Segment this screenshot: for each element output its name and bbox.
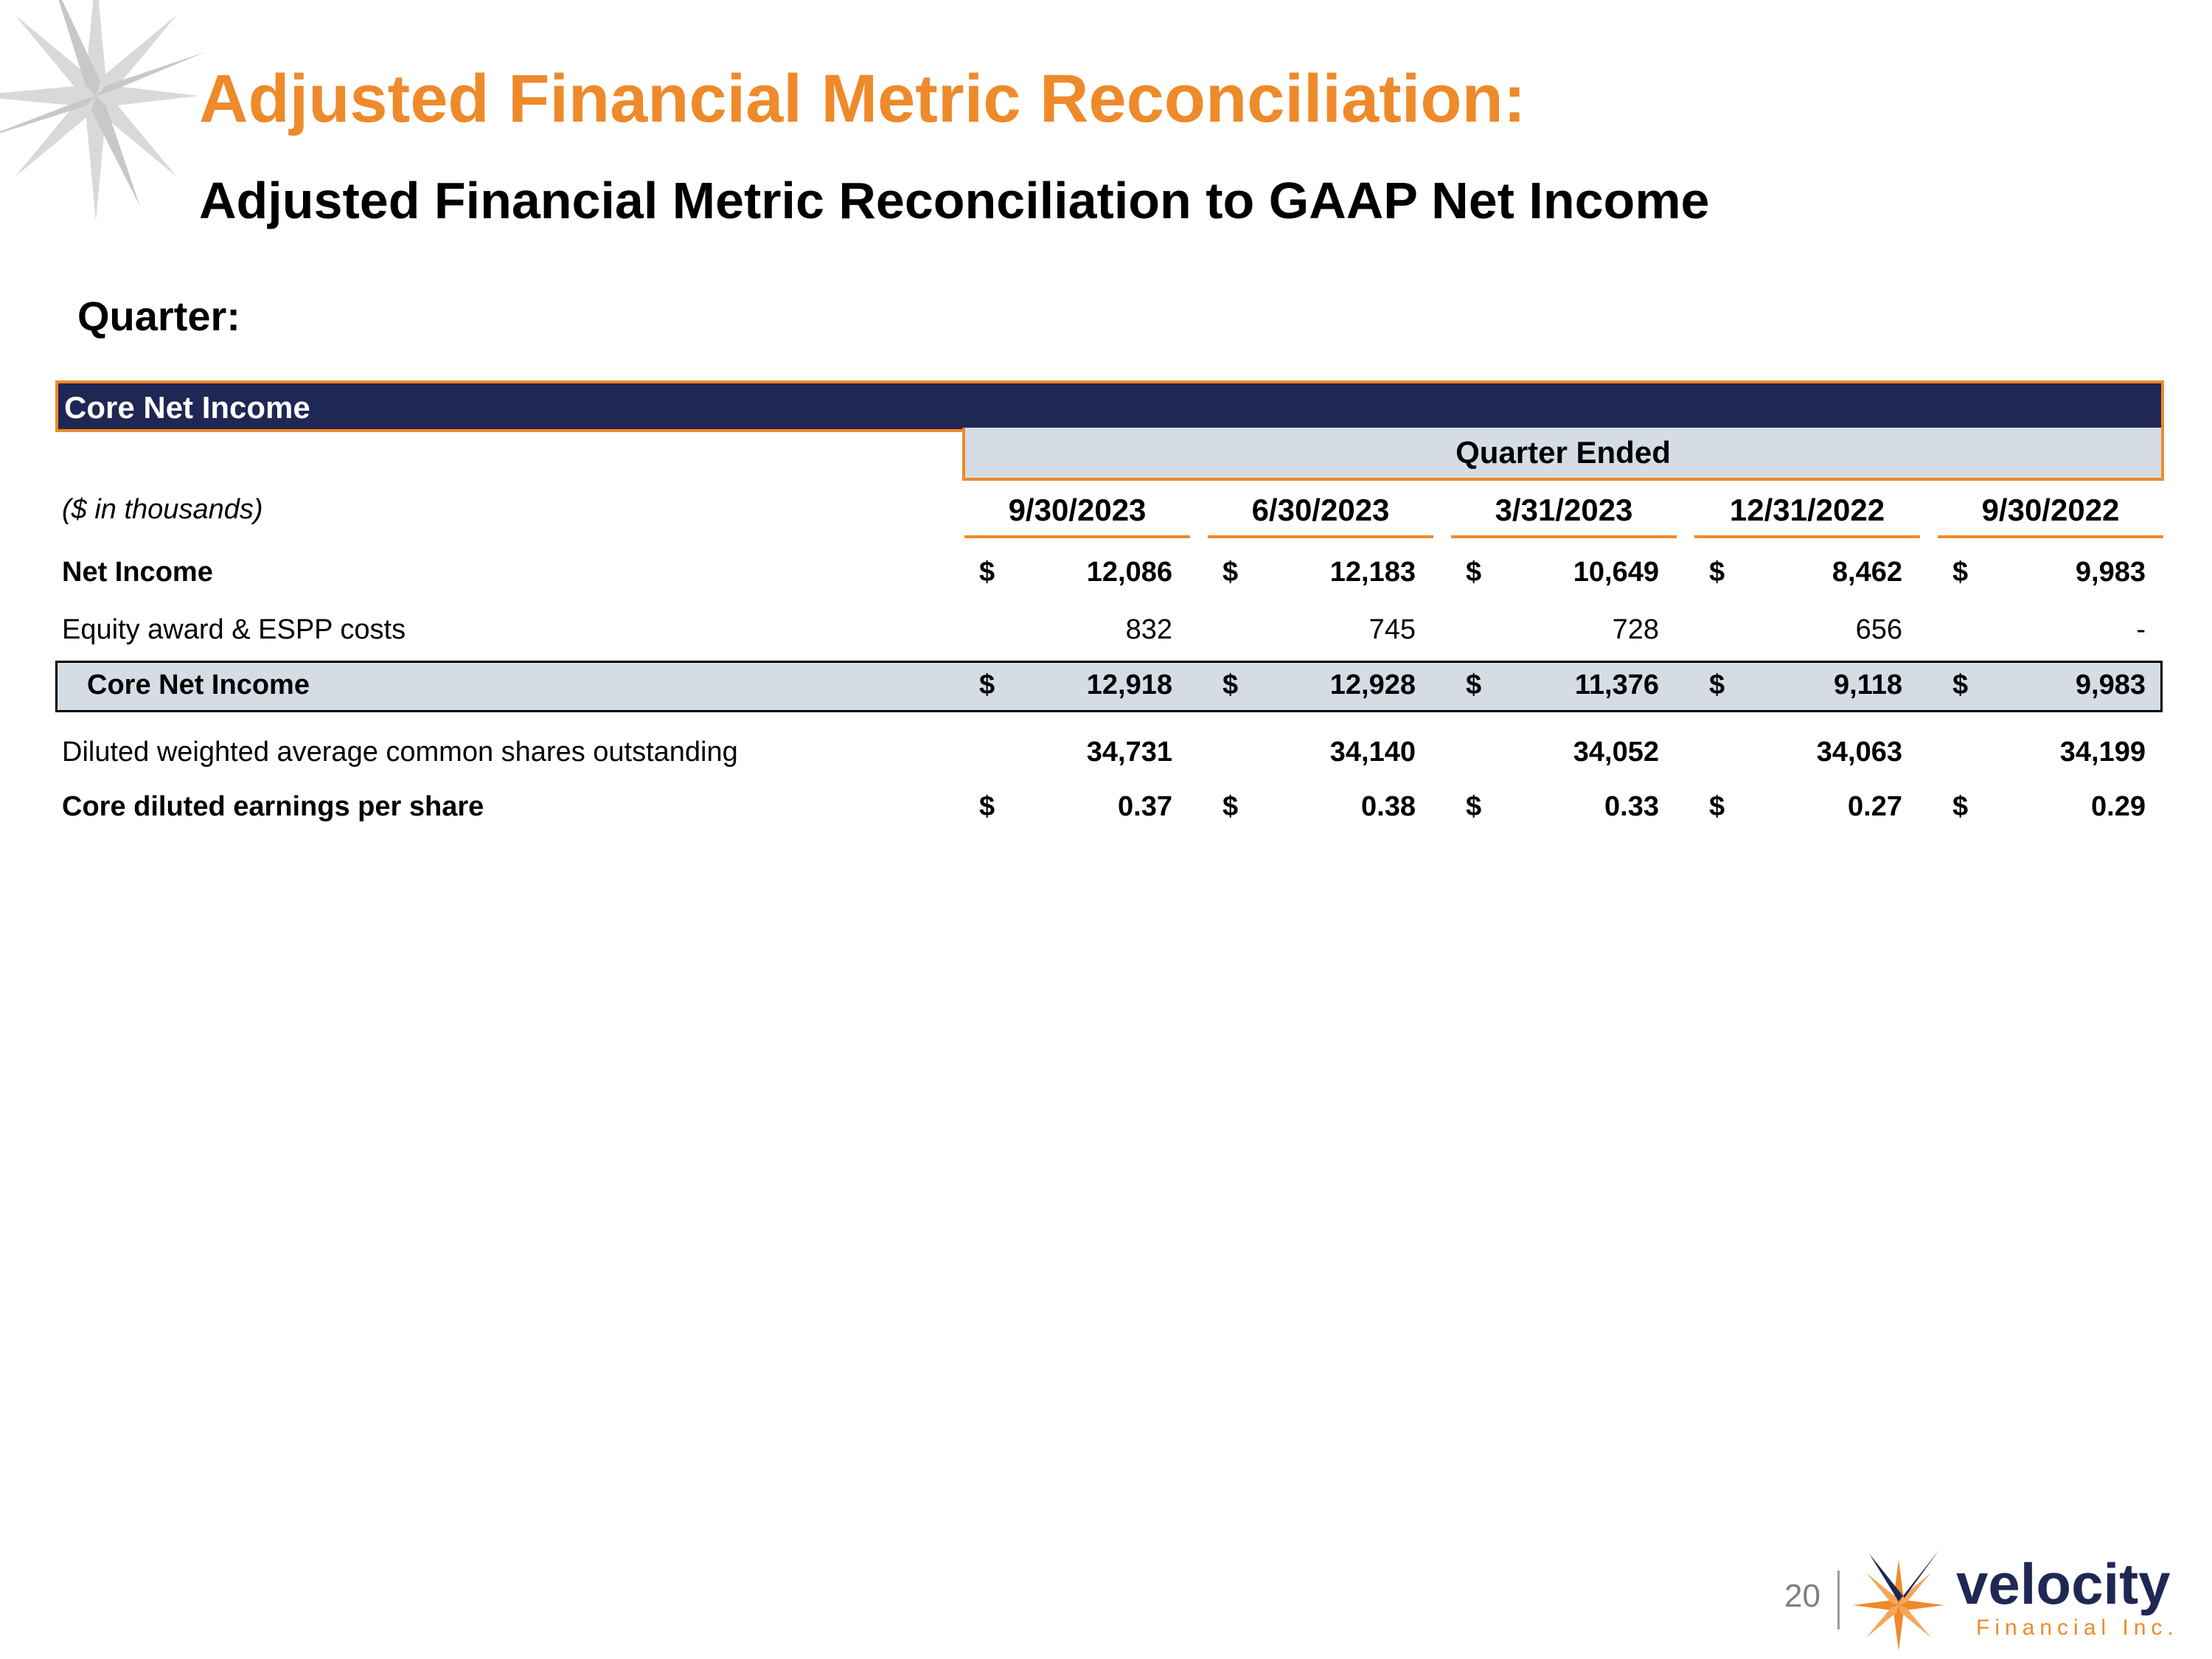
cell-value: 745 [1368, 614, 1416, 645]
cell-value: 34,140 [1329, 737, 1416, 768]
column-header: 6/30/2023 [1208, 490, 1433, 538]
section-label: Quarter: [77, 293, 240, 339]
footer-divider [1837, 1571, 1840, 1630]
velocity-logo [1847, 1545, 2208, 1655]
table-header-bar [55, 380, 2164, 432]
row-label: Core Net Income [87, 669, 310, 700]
cell-value: 10,649 [1573, 557, 1659, 588]
cell-value: 9,983 [2075, 669, 2146, 700]
cell-value: 0.27 [1848, 791, 1902, 822]
dollar-sign: $ [1952, 557, 1969, 588]
table-row [0, 785, 2212, 829]
table-row [0, 608, 2212, 652]
cell-value: - [2136, 614, 2146, 645]
dollar-sign: $ [1952, 669, 1969, 700]
cell-value: 0.29 [2091, 791, 2146, 822]
period-header: Quarter Ended [962, 428, 2164, 481]
row-label: Net Income [62, 557, 213, 588]
dollar-sign: $ [1709, 557, 1725, 588]
cell-value: 34,063 [1816, 737, 1902, 768]
dollar-sign: $ [1466, 669, 1482, 700]
cell-value: 9,118 [1834, 669, 1902, 700]
cell-value: 656 [1855, 614, 1902, 645]
dollar-sign: $ [1709, 791, 1725, 822]
cell-value: 728 [1612, 614, 1659, 645]
cell-value: 8,462 [1832, 557, 1902, 588]
dollar-sign: $ [979, 557, 995, 588]
page-title: Adjusted Financial Metric Reconciliation: [199, 61, 1526, 136]
column-header: 3/31/2023 [1451, 490, 1677, 538]
row-label: Core diluted earnings per share [62, 791, 484, 822]
cell-value: 11,376 [1574, 669, 1659, 700]
dollar-sign: $ [1709, 669, 1725, 700]
table-row [0, 550, 2212, 594]
logo-tagline: Financial Inc. [1976, 1615, 2179, 1640]
page-number: 20 [1784, 1578, 1820, 1614]
dollar-sign: $ [1466, 791, 1482, 822]
cell-value: 12,183 [1329, 557, 1416, 588]
column-header: 12/31/2022 [1694, 490, 1920, 538]
cell-value: 12,918 [1086, 669, 1172, 700]
column-header: 9/30/2023 [964, 490, 1190, 538]
cell-value: 34,731 [1086, 737, 1172, 768]
cell-value: 34,052 [1573, 737, 1659, 768]
cell-value: 832 [1125, 614, 1172, 645]
units-label: ($ in thousands) [62, 494, 263, 525]
page-subtitle: Adjusted Financial Metric Reconciliation to GAAP Net Income [199, 172, 1710, 229]
star-decoration-icon [0, 0, 206, 221]
dollar-sign: $ [1466, 557, 1482, 588]
table-header-label: Core Net Income [64, 390, 310, 425]
row-label: Equity award & ESPP costs [62, 614, 406, 645]
cell-value: 12,928 [1329, 669, 1416, 700]
dollar-sign: $ [1222, 669, 1239, 700]
cell-value: 9,983 [2075, 557, 2146, 588]
cell-value: 0.33 [1604, 791, 1659, 822]
logo-wordmark: velocity [1956, 1551, 2171, 1616]
dollar-sign: $ [979, 669, 995, 700]
cell-value: 34,199 [2059, 737, 2146, 768]
dollar-sign: $ [979, 791, 995, 822]
dollar-sign: $ [1222, 557, 1239, 588]
row-label: Diluted weighted average common shares outstanding [62, 737, 738, 768]
table-row [0, 730, 2212, 774]
cell-value: 0.38 [1361, 791, 1416, 822]
dollar-sign: $ [1222, 791, 1239, 822]
column-header: 9/30/2022 [1938, 490, 2163, 538]
dollar-sign: $ [1952, 791, 1969, 822]
cell-value: 0.37 [1118, 791, 1172, 822]
cell-value: 12,086 [1086, 557, 1172, 588]
logo-star-icon [1853, 1550, 1944, 1651]
table-row [0, 663, 2212, 707]
